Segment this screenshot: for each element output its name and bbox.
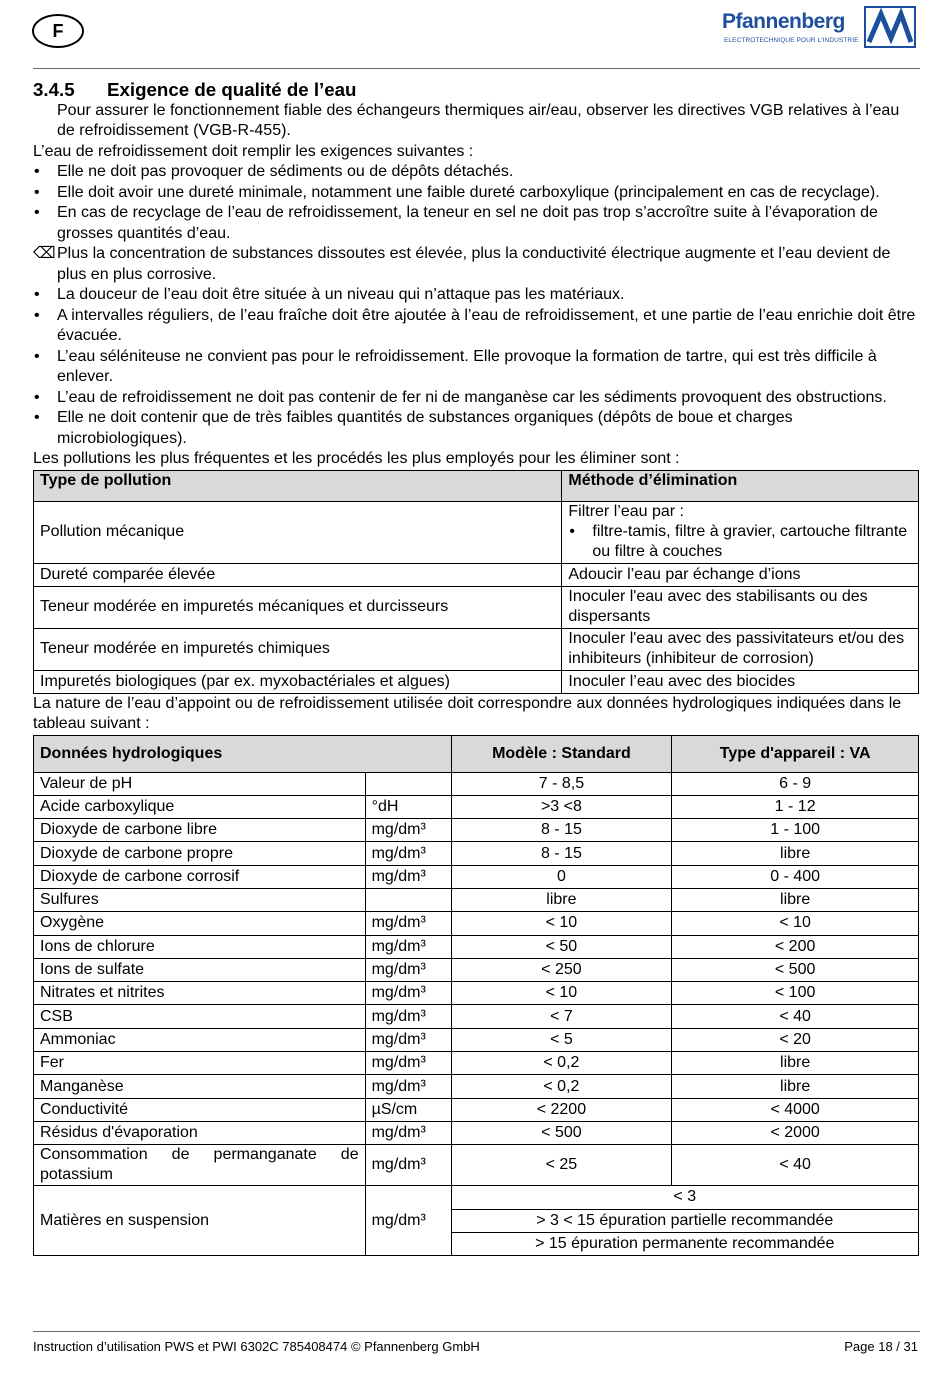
arrow-note-icon: ⌫ (33, 245, 56, 262)
list-item: • Elle doit avoir une dureté minimale, notamment une faible dureté carboxylique (principalement en cas de recyclage). (33, 183, 919, 204)
unit-cell: mg/dm³ (365, 1052, 451, 1075)
va-value-cell: 1 - 12 (672, 795, 919, 818)
standard-value-cell: 8 - 15 (451, 842, 672, 865)
language-code: F (52, 20, 64, 41)
intro-paragraph: Pour assurer le fonctionnement fiable des échangeurs thermiques air/eau, observer les directives VGB relatives à l’eau de refroidissement (VGB-R-455). (57, 101, 900, 139)
table-row (34, 1028, 919, 1051)
standard-value-cell: 7 - 8,5 (451, 772, 672, 795)
parameter-cell: Dioxyde de carbone propre (34, 842, 366, 865)
va-value-cell: libre (672, 1075, 919, 1098)
brand-name: Pfannenberg (722, 10, 845, 33)
table-row (34, 628, 919, 670)
va-value-cell: 0 - 400 (672, 865, 919, 888)
pollution-type-cell: Teneur modérée en impuretés chimiques (34, 628, 562, 670)
standard-value-cell: < 5 (451, 1028, 672, 1051)
standard-value-cell: < 7 (451, 1005, 672, 1028)
parameter-cell: Résidus d'évaporation (34, 1121, 366, 1144)
va-value-cell: libre (672, 888, 919, 911)
va-value-cell: < 20 (672, 1028, 919, 1051)
hydro-intro: La nature de l’eau d’appoint ou de refroidissement utilisée doit correspondre aux données hydrologiques indiquées dans le tableau suivant : (33, 694, 902, 732)
unit-cell (365, 772, 451, 795)
table-row (34, 586, 919, 628)
unit-cell: mg/dm³ (365, 1121, 451, 1144)
unit-cell: mg/dm³ (365, 958, 451, 981)
hydrological-data-table (33, 735, 919, 1257)
standard-value-cell: 0 (451, 865, 672, 888)
table-header-row (34, 735, 919, 772)
table-header-row (34, 470, 919, 501)
unit-cell: mg/dm³ (365, 1075, 451, 1098)
conductivity-note (33, 244, 919, 285)
header-hydro-data: Données hydrologiques (34, 735, 452, 772)
table-row (34, 888, 919, 911)
va-value-cell: < 200 (672, 935, 919, 958)
table-row (34, 1145, 919, 1186)
header-model-standard: Modèle : Standard (451, 735, 672, 772)
va-value-cell: libre (672, 842, 919, 865)
pollution-type-cell: Impuretés biologiques (par ex. myxobactériales et algues) (34, 670, 562, 693)
parameter-cell: Acide carboxylique (34, 795, 366, 818)
hydro-table-body (34, 772, 919, 1256)
standard-value-cell: < 50 (451, 935, 672, 958)
parameter-cell: Sulfures (34, 888, 366, 911)
table-row (34, 842, 919, 865)
standard-value-cell: < 25 (451, 1145, 672, 1186)
unit-cell: mg/dm³ (365, 865, 451, 888)
table-row (34, 819, 919, 842)
table-row (34, 563, 919, 586)
list-item: • La douceur de l’eau doit être située à un niveau qui n’attaque pas les matériaux. (33, 285, 919, 306)
va-value-cell: libre (672, 1052, 919, 1075)
method-cell (562, 501, 919, 563)
table-row (34, 1186, 919, 1209)
requirements-intro: L’eau de refroidissement doit remplir les exigences suivantes : (33, 142, 474, 160)
parameter-cell: Oxygène (34, 912, 366, 935)
requirements-list-b (33, 285, 919, 449)
parameter-cell: Manganèse (34, 1075, 366, 1098)
pollution-type-cell: Teneur modérée en impuretés mécaniques et durcisseurs (34, 586, 562, 628)
parameter-cell: Valeur de pH (34, 772, 366, 795)
suspension-value-cell: < 3 (451, 1186, 918, 1209)
unit-cell: °dH (365, 795, 451, 818)
list-item: • Elle ne doit contenir que de très faibles quantités de substances organiques (dépôts de boue et charges microbiologiques). (33, 408, 919, 449)
list-item: • L’eau séléniteuse ne convient pas pour le refroidissement. Elle provoque la formation de tartre, qui est très difficile à enlever. (33, 347, 919, 388)
table-row (34, 935, 919, 958)
section-title: Exigence de qualité de l’eau (107, 79, 357, 100)
list-item: • L’eau de refroidissement ne doit pas contenir de fer ni de manganèse car les sédiments provoquent des obstructions. (33, 388, 919, 409)
method-sublist (568, 522, 912, 562)
method-text: Filtrer l’eau par : (568, 503, 684, 520)
parameter-cell: Ammoniac (34, 1028, 366, 1051)
standard-value-cell: < 0,2 (451, 1075, 672, 1098)
standard-value-cell: < 2200 (451, 1098, 672, 1121)
unit-cell: mg/dm³ (365, 982, 451, 1005)
standard-value-cell: < 500 (451, 1121, 672, 1144)
va-value-cell: < 40 (672, 1005, 919, 1028)
unit-cell: mg/dm³ (365, 1028, 451, 1051)
list-item: • filtre-tamis, filtre à gravier, cartouche filtrante ou filtre à couches (568, 522, 912, 562)
va-value-cell: < 10 (672, 912, 919, 935)
standard-value-cell: libre (451, 888, 672, 911)
va-value-cell: < 40 (672, 1145, 919, 1186)
table-row (34, 1075, 919, 1098)
pollution-type-cell: Pollution mécanique (34, 501, 562, 563)
parameter-cell: Conductivité (34, 1098, 366, 1121)
table-row (34, 772, 919, 795)
parameter-cell: Ions de chlorure (34, 935, 366, 958)
method-cell: Inoculer l'eau avec des stabilisants ou des dispersants (562, 586, 919, 628)
standard-value-cell: < 10 (451, 982, 672, 1005)
brand-mark-icon (864, 6, 916, 48)
parameter-cell: Dioxyde de carbone libre (34, 819, 366, 842)
method-cell: Inoculer l’eau avec des biocides (562, 670, 919, 693)
table-row (34, 670, 919, 693)
unit-cell: mg/dm³ (365, 1186, 451, 1256)
va-value-cell: 6 - 9 (672, 772, 919, 795)
table-row (34, 912, 919, 935)
requirements-list-a (33, 162, 919, 244)
standard-value-cell: < 0,2 (451, 1052, 672, 1075)
pollution-intro: Les pollutions les plus fréquentes et les procédés les plus employés pour les éliminer sont : (33, 450, 680, 467)
parameter-cell: Matières en suspension (34, 1186, 366, 1256)
unit-cell: mg/dm³ (365, 912, 451, 935)
language-badge (32, 14, 84, 48)
list-item: • Elle ne doit pas provoquer de sédiments ou de dépôts détachés. (33, 162, 919, 183)
table-row (34, 501, 919, 563)
standard-value-cell: 8 - 15 (451, 819, 672, 842)
unit-cell (365, 888, 451, 911)
standard-value-cell: < 250 (451, 958, 672, 981)
parameter-cell: Ions de sulfate (34, 958, 366, 981)
parameter-cell: Dioxyde de carbone corrosif (34, 865, 366, 888)
va-value-cell: < 500 (672, 958, 919, 981)
table-row (34, 1098, 919, 1121)
parameter-cell: CSB (34, 1005, 366, 1028)
suspension-value-cell: > 3 < 15 épuration partielle recommandée (451, 1209, 918, 1232)
header-divider (33, 68, 920, 69)
brand-subtitle: ELECTROTECHNIQUE POUR L'INDUSTRIE (724, 37, 859, 44)
main-content (33, 80, 919, 1256)
standard-value-cell: >3 <8 (451, 795, 672, 818)
unit-cell: mg/dm³ (365, 1145, 451, 1186)
va-value-cell: < 2000 (672, 1121, 919, 1144)
list-item: • En cas de recyclage de l’eau de refroidissement, la teneur en sel ne doit pas trop s’accroître suite à l’évaporation de grosses quantités d’eau. (33, 203, 919, 244)
header-elimination-method: Méthode d’élimination (562, 470, 919, 501)
suspension-value-cell: > 15 épuration permanente recommandée (451, 1232, 918, 1255)
note-text: Plus la concentration de substances dissoutes est élevée, plus la conductivité électrique augmente et l’eau devient de plus en plus corrosive. (57, 245, 891, 283)
va-value-cell: 1 - 100 (672, 819, 919, 842)
table-row (34, 1005, 919, 1028)
va-value-cell: < 4000 (672, 1098, 919, 1121)
footer-divider (33, 1331, 920, 1332)
pollution-table (33, 470, 919, 694)
unit-cell: µS/cm (365, 1098, 451, 1121)
header-pollution-type: Type de pollution (34, 470, 562, 501)
parameter-cell: Fer (34, 1052, 366, 1075)
standard-value-cell: < 10 (451, 912, 672, 935)
method-cell: Inoculer l'eau avec des passivitateurs et/ou des inhibiteurs (inhibiteur de corrosion) (562, 628, 919, 670)
unit-cell: mg/dm³ (365, 842, 451, 865)
unit-cell: mg/dm³ (365, 935, 451, 958)
parameter-cell: Consommation de permanganate de potassium (34, 1145, 366, 1186)
parameter-cell: Nitrates et nitrites (34, 982, 366, 1005)
table-row (34, 865, 919, 888)
unit-cell: mg/dm³ (365, 1005, 451, 1028)
footer-page-number: Page 18 / 31 (844, 1339, 918, 1354)
table-row (34, 982, 919, 1005)
section-heading (33, 80, 919, 101)
unit-cell: mg/dm³ (365, 819, 451, 842)
pfannenberg-logo (722, 6, 922, 50)
header-device-type-va: Type d'appareil : VA (672, 735, 919, 772)
table-row (34, 795, 919, 818)
list-item: • A intervalles réguliers, de l’eau fraîche doit être ajoutée à l’eau de refroidissement, et une partie de l’eau enrichie doit être évacuée. (33, 306, 919, 347)
va-value-cell: < 100 (672, 982, 919, 1005)
method-cell: Adoucir l’eau par échange d’ions (562, 563, 919, 586)
table-row (34, 958, 919, 981)
section-number: 3.4.5 (33, 79, 75, 100)
table-row (34, 1121, 919, 1144)
pollution-type-cell: Dureté comparée élevée (34, 563, 562, 586)
table-row (34, 1052, 919, 1075)
footer-document-info: Instruction d’utilisation PWS et PWI 6302C 785408474 © Pfannenberg GmbH (33, 1339, 480, 1354)
